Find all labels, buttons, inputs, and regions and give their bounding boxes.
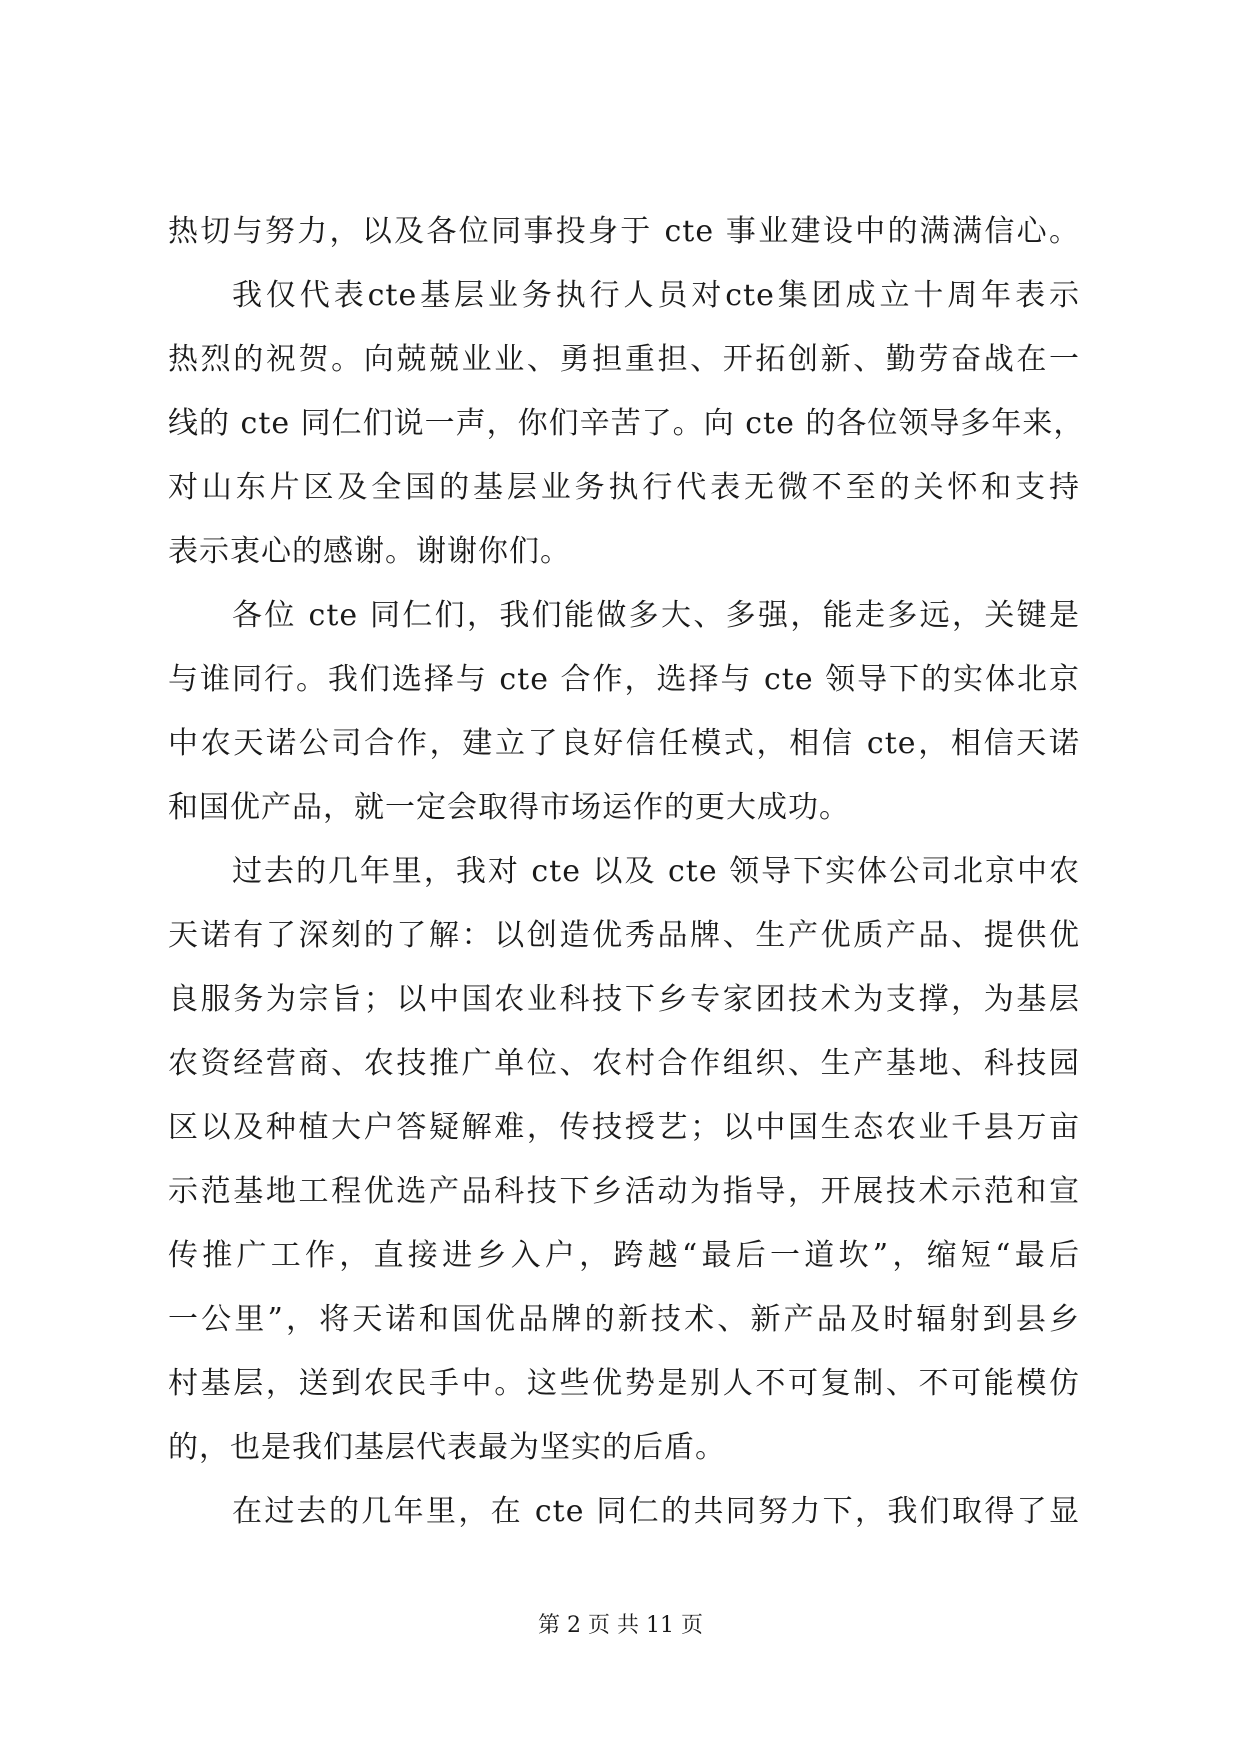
- text-line: 农资经营商、农技推广单位、农村合作组织、生产基地、科技园: [168, 1046, 1080, 1081]
- text-line: 天诺有了深刻的了解：以创造优秀品牌、生产优质产品、提供优: [168, 918, 1080, 953]
- text-line: 中农天诺公司合作，建立了良好信任模式，相信 cte，相信天诺: [168, 726, 1080, 761]
- text-line: 村基层，送到农民手中。这些优势是别人不可复制、不可能模仿: [168, 1366, 1080, 1401]
- text-line: 区以及种植大户答疑解难，传技授艺；以中国生态农业千县万亩: [168, 1110, 1080, 1145]
- text-line: 过去的几年里，我对 cte 以及 cte 领导下实体公司北京中农: [232, 854, 1080, 889]
- text-line: 的，也是我们基层代表最为坚实的后盾。: [168, 1430, 726, 1465]
- text-line: 表示衷心的感谢。谢谢你们。: [168, 534, 571, 569]
- paragraph-1: [168, 200, 1080, 264]
- text-line: 线的 cte 同仁们说一声，你们辛苦了。向 cte 的各位领导多年来，: [168, 406, 1085, 441]
- text-line: 热切与努力，以及各位同事投身于 cte 事业建设中的满满信心。: [168, 214, 1080, 249]
- text-line: 示范基地工程优选产品科技下乡活动为指导，开展技术示范和宣: [168, 1174, 1080, 1209]
- text-line: 良服务为宗旨；以中国农业科技下乡专家团技术为支撑，为基层: [168, 982, 1080, 1017]
- text-line: 一公里”，将天诺和国优品牌的新技术、新产品及时辐射到县乡: [168, 1302, 1080, 1337]
- page-number-footer: 第 2 页 共 11 页: [538, 1613, 703, 1638]
- text-line: 和国优产品，就一定会取得市场运作的更大成功。: [168, 790, 850, 825]
- paragraph-2: [168, 264, 1085, 584]
- text-line: 各位 cte 同仁们，我们能做多大、多强，能走多远，关键是: [232, 598, 1080, 633]
- text-line: 在过去的几年里，在 cte 同仁的共同努力下，我们取得了显: [232, 1494, 1080, 1529]
- paragraph-4: [168, 840, 1080, 1480]
- text-line: 热烈的祝贺。向兢兢业业、勇担重担、开拓创新、勤劳奋战在一: [168, 342, 1080, 377]
- text-line: 传推广工作，直接进乡入户，跨越“最后一道坎”，缩短“最后: [168, 1238, 1080, 1273]
- text-line: 对山东片区及全国的基层业务执行代表无微不至的关怀和支持: [168, 470, 1080, 505]
- document-body: [168, 200, 1085, 1544]
- paragraph-3: [168, 584, 1080, 840]
- text-line: 与谁同行。我们选择与 cte 合作，选择与 cte 领导下的实体北京: [168, 662, 1080, 697]
- text-line: 我仅代表cte基层业务执行人员对cte集团成立十周年表示: [232, 278, 1080, 313]
- paragraph-5: [168, 1480, 1080, 1544]
